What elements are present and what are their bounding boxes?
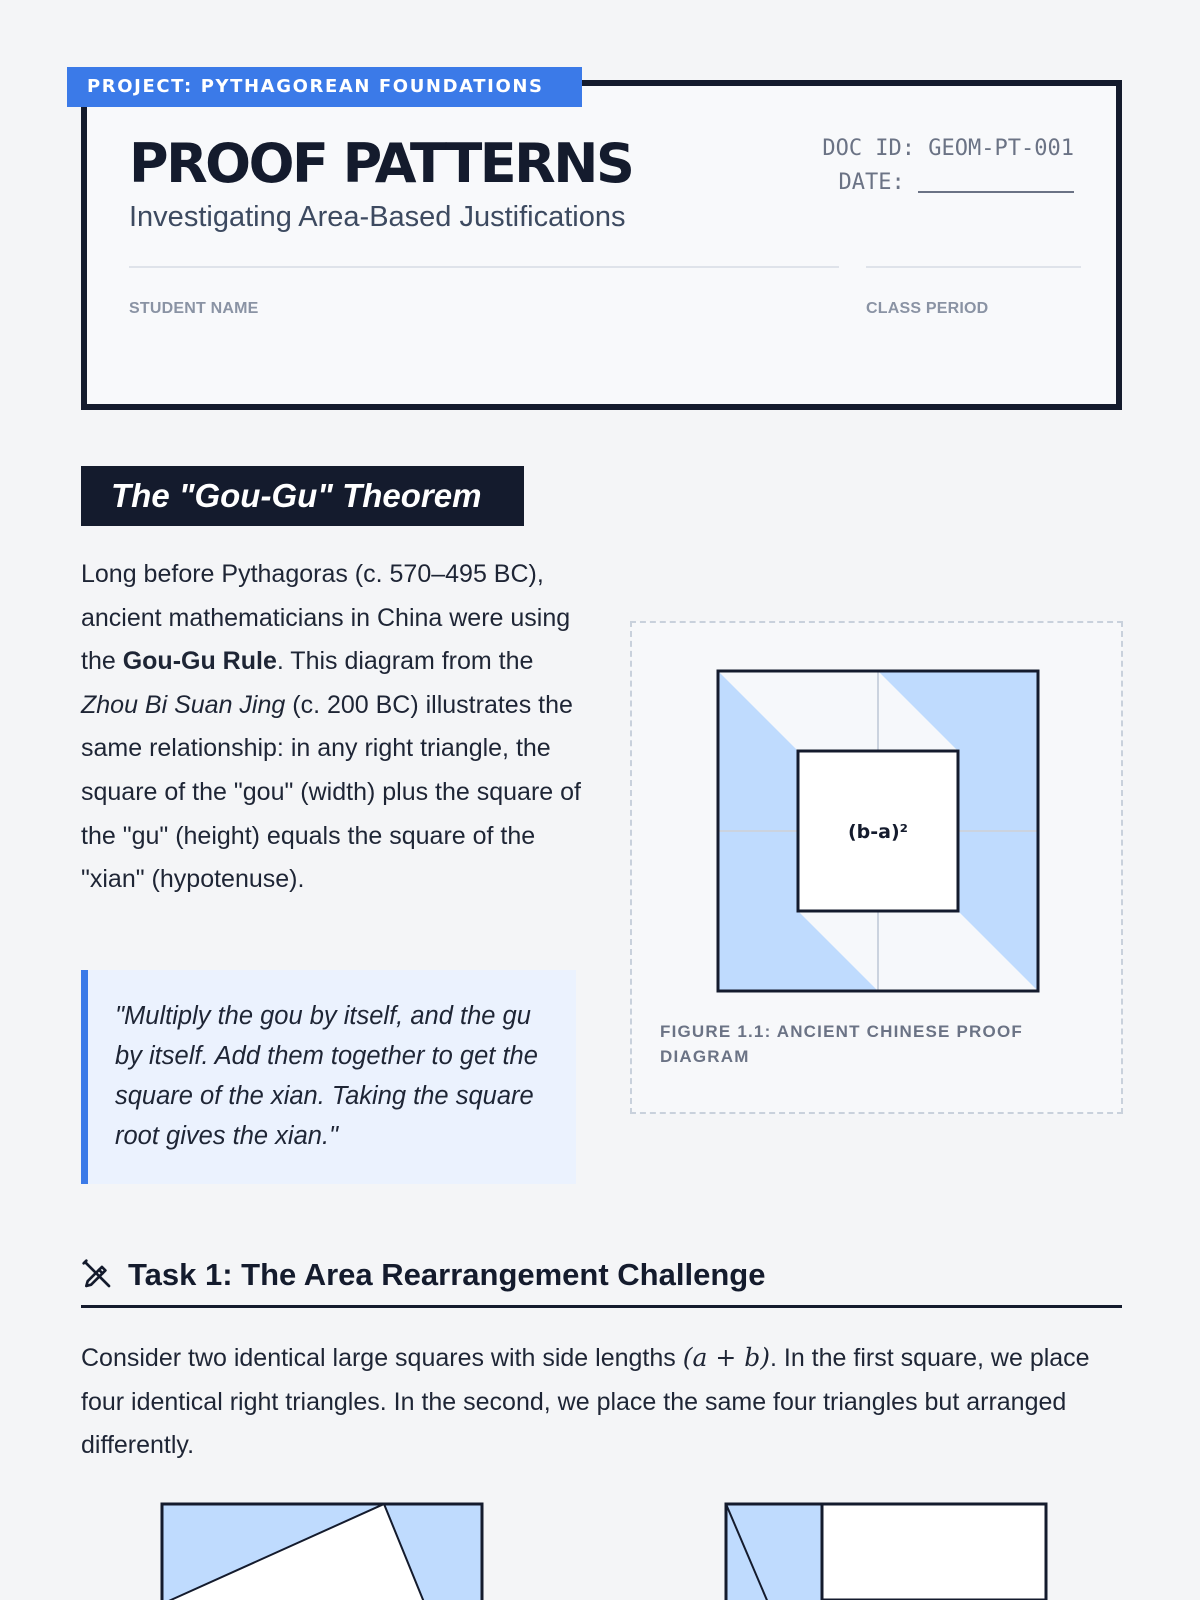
task-text-2: . In the first square, we place four identical right triangles. In the second, we place the same four triangles but arranged differently. (81, 1344, 1090, 1460)
section-heading: The "Gou-Gu" Theorem (81, 466, 524, 526)
inner-square-label: (b-a)² (848, 821, 908, 843)
pencil-compass-icon (81, 1258, 113, 1290)
arrangement-diagram-1 (160, 1502, 484, 1600)
gou-gu-diagram (716, 669, 1040, 993)
task-paragraph (81, 1336, 1122, 1468)
document-meta (822, 132, 1074, 200)
figure-box (630, 621, 1123, 1114)
figure-caption: FIGURE 1.1: ANCIENT CHINESE PROOF DIAGRAM (660, 1022, 1023, 1066)
doc-id-label: DOC ID: (822, 136, 916, 161)
intro-bold-term: Gou-Gu Rule (122, 647, 277, 676)
quote-block: "Multiply the gou by itself, and the gu by itself. Add them together to get the square of the xian. Taking the square root gives the xian." (81, 970, 576, 1184)
intro-book-title: Zhou Bi Suan Jing (81, 690, 286, 719)
class-period-label: CLASS PERIOD (866, 300, 989, 317)
student-name-label: STUDENT NAME (129, 300, 259, 317)
intro-text-1: Long before Pythagoras (c. 570–495 BC), ancient mathematicians in China were using the (81, 560, 571, 676)
intro-text-2: . This diagram from the (276, 647, 534, 676)
doc-id-value: GEOM-PT-001 (928, 136, 1074, 161)
task-math-expression: (a + b) (682, 1343, 770, 1372)
doc-id-row (822, 132, 1074, 166)
page-title: PROOF PATTERNS (129, 132, 633, 195)
task-heading (81, 1258, 1122, 1308)
intro-paragraph (81, 553, 581, 902)
date-row (822, 166, 1074, 200)
task-text-1: Consider two identical large squares with side lengths (81, 1344, 683, 1372)
date-field[interactable] (918, 171, 1074, 193)
student-name-field[interactable] (129, 266, 839, 268)
header-card (81, 80, 1122, 410)
arrangement-diagram-2 (724, 1502, 1048, 1600)
intro-text-3: (c. 200 BC) illustrates the same relationship: in any right triangle, the square of the "gou" (width) plus the square of the "gu" (height) equals the square of the "xian" (hypotenuse). (81, 690, 581, 894)
task-title: Task 1: The Area Rearrangement Challenge (128, 1257, 766, 1292)
class-period-field[interactable] (866, 266, 1081, 268)
date-label: DATE: (838, 170, 905, 195)
page-subtitle: Investigating Area-Based Justifications (129, 201, 626, 233)
project-tag: PROJECT: PYTHAGOREAN FOUNDATIONS (67, 67, 582, 107)
